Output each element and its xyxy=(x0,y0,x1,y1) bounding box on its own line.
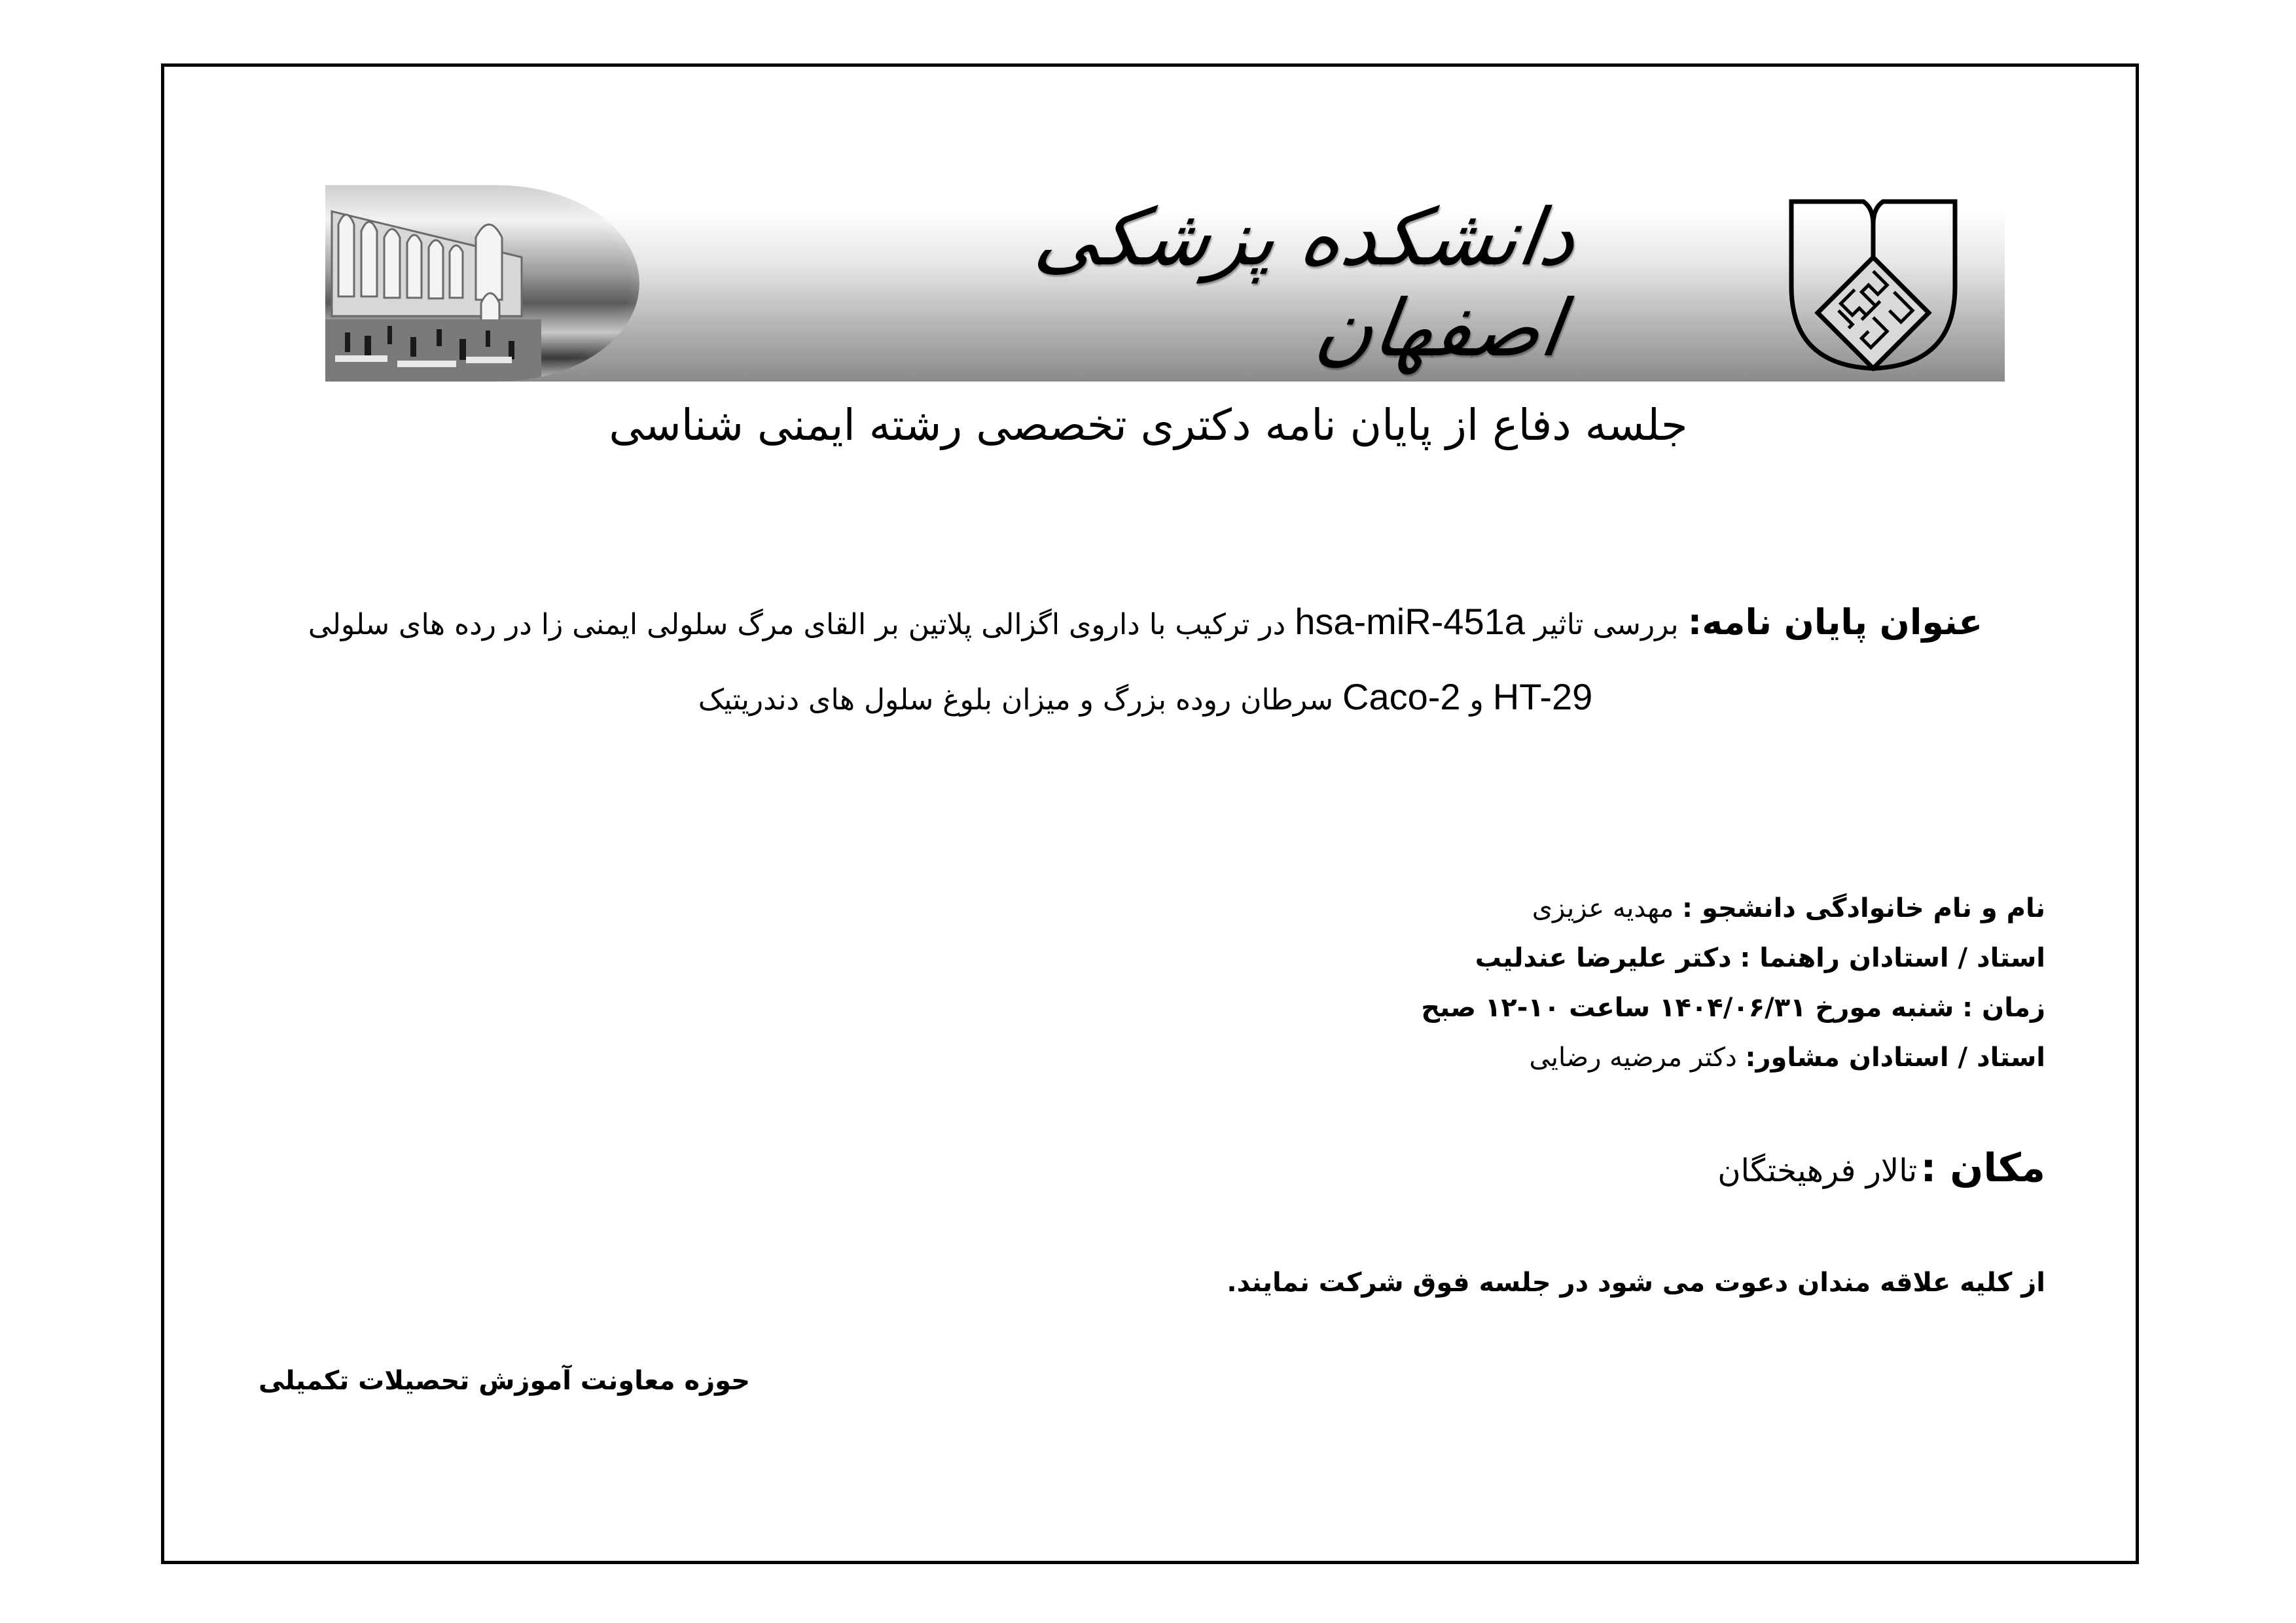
bridge-image-icon xyxy=(325,185,639,382)
student-label: نام و نام خانوادگی دانشجو : xyxy=(1682,893,2045,923)
thesis-title-text-2: در ترکیب با داروی اگزالی پلاتین بر القای مرگ سلولی ایمنی زا در رده های سلولی xyxy=(308,608,1286,641)
supervisor-line xyxy=(1421,933,2045,983)
supervisor-name: دکتر علیرضا عندلیب xyxy=(1475,943,1732,973)
invitation-text: از کلیه علاقه مندان دعوت می شود در جلسه فوق شرکت نمایند. xyxy=(1227,1268,2045,1298)
header-banner xyxy=(325,185,2005,382)
time-value: شنبه مورخ ۱۴۰۴/۰۶/۳۱ ساعت ۱۰-۱۲ صبح xyxy=(1421,993,1954,1023)
advisor-name: دکتر مرضیه رضایی xyxy=(1529,1043,1737,1073)
thesis-cell-line-1: HT-29 xyxy=(1492,676,1593,717)
isfahan-bridge-photo xyxy=(325,185,639,382)
location-value: تالار فرهیختگان xyxy=(1717,1152,1918,1189)
thesis-cell-line-2: Caco-2 xyxy=(1342,676,1461,717)
page-heading: جلسه دفاع از پایان نامه دکتری تخصصی رشته ایمنی شناسی xyxy=(609,400,1688,450)
university-emblem-shield-icon xyxy=(1778,188,1968,375)
thesis-conjunction: و xyxy=(1469,683,1484,717)
institution-name-calligraphy: دانشکده پزشکی اصفهان xyxy=(1030,192,1582,374)
defense-info xyxy=(1421,883,2045,1082)
thesis-title-block xyxy=(281,586,2009,736)
thesis-title-text-3: سرطان روده بزرگ و میزان بلوغ سلول های دندریتیک xyxy=(698,683,1334,717)
supervisor-label: استاد / استادان راهنما : xyxy=(1740,943,2045,973)
thesis-mirna: hsa-miR-451a xyxy=(1295,601,1525,642)
signature-office: حوزه معاونت آموزش تحصیلات تکمیلی xyxy=(259,1366,750,1396)
location-label: مکان : xyxy=(1920,1145,2045,1191)
time-label: زمان : xyxy=(1962,993,2045,1023)
thesis-title-label: عنوان پایان نامه: xyxy=(1687,601,1983,643)
time-line xyxy=(1421,983,2045,1033)
advisor-label: استاد / استادان مشاور: xyxy=(1745,1043,2045,1073)
student-name: مهدیه عزیزی xyxy=(1532,893,1674,923)
location-line xyxy=(1717,1135,2045,1211)
advisor-line xyxy=(1421,1033,2045,1082)
student-line xyxy=(1421,883,2045,933)
thesis-title-text-1: بررسی تاثیر xyxy=(1534,608,1679,641)
